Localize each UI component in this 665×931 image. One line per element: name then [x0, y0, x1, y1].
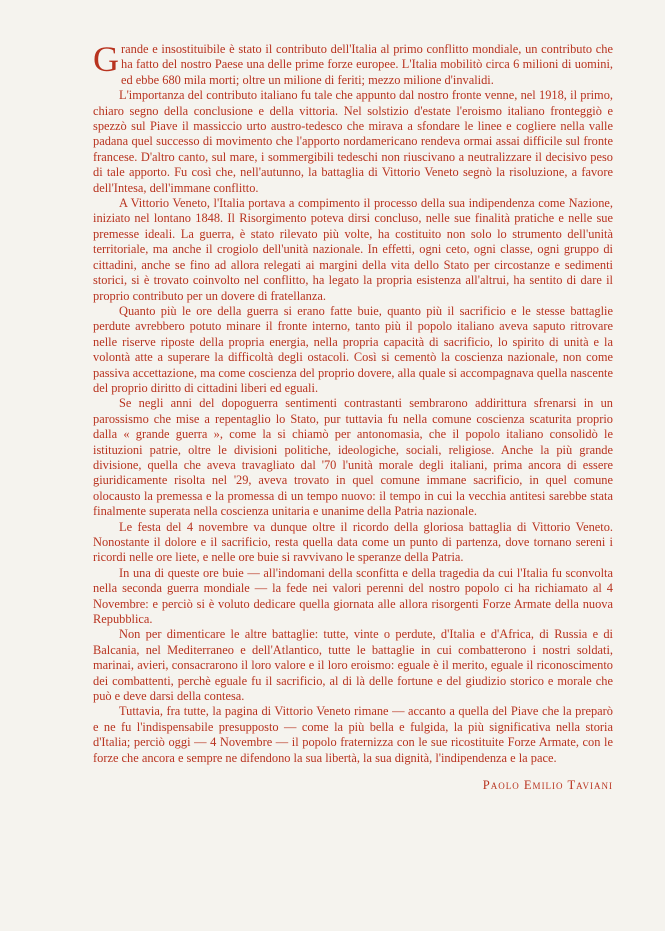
paragraph-2: L'importanza del contributo italiano fu tale che appunto dal nostro fronte venne, nel 1918, il primo, chiaro segno della conclusione e della vittoria. Nel solstizio d'estate l'eroismo italiano fronteggiò e spezzò sul Piave il massiccio urto austro-tedesco che mirava a sfondare le linee e cogliere nella valle padana quel successo di movimento che l'apporto nordamericano rendeva ormai assai difficile sul fronte francese. D'altro canto, sul mare, i sommergibili tedeschi non riuscivano a neutralizzare il decisivo peso di tale apporto. Fu così che, nell'autunno, la battaglia di Vittorio Veneto segnò la risoluzione, a favore dell'Intesa, dell'immane conflitto.: [93, 88, 613, 195]
paragraph-1: [93, 39, 613, 88]
article: [93, 39, 613, 794]
paragraph-1-text: rande e insostituibile è stato il contributo dell'Italia al primo conflitto mondiale, un contributo che ha fatto del nostro Paese una delle prime forze europee. L'Italia mobilitò circa 6 milioni di uomini, ed ebbe 680 mila morti; oltre un milione di feriti; mezzo milione d'invalidi.: [121, 42, 613, 87]
paragraph-4: Quanto più le ore della guerra si erano fatte buie, quanto più il sacrificio e le stesse battaglie perdute avrebbero potuto minare il fronte interno, tanto più il popolo italiano aveva saputo ritrovare nelle riserve riposte della propria energia, nella propria capacità di sacrificio, lo spirito di unità e la volontà atte a superare la difficoltà degli ostacoli. Così si cementò la coscienza nazionale, non come passiva accettazione, ma come coscienza del proprio dovere, alla quale si accompagnava quella nascente del proprio diritto di cittadini liberi ed eguali.: [93, 303, 613, 395]
paragraph-5: Se negli anni del dopoguerra sentimenti contrastanti sembrarono addirittura sfrenarsi in un parossismo che mise a repentaglio lo Stato, pur tuttavia fu nella comune coscienza scaturita proprio dalla « grande guerra », come la si chiamò per antonomasia, che il popolo italiano consolidò le istituzioni patrie, oltre le divisioni politiche, ideologiche, sociali, religiose. Anche la più grande divisione, quella che aveva travagliato dal '70 l'unità morale degli italiani, prima ancora di essere giuridicamente risolta nel '29, aveva trovato in quel comune immane sacrificio, in quel comune olocausto la premessa e la promessa di un tempo nuovo: il tempo in cui la vecchia antitesi sarebbe stata finalmente superata nella coscienza unitaria e unanime della Patria nazionale.: [93, 396, 613, 519]
paragraph-9: Tuttavia, fra tutte, la pagina di Vittorio Veneto rimane — accanto a quella del Piave che la preparò e ne fu l'indispensabile presupposto — come la più bella e fulgida, la più significativa nella storia d'Italia; perciò oggi — 4 Novembre — il popolo fraternizza con le sue ricostituite Forze Armate, con le forze che ancora e sempre ne difendono la sua libertà, la sua dignità, l'indipendenza e la pace.: [93, 704, 613, 765]
author-signature: Paolo Emilio Taviani: [482, 778, 613, 793]
paragraph-7: In una di queste ore buie — all'indomani della sconfitta e della tragedia da cui l'Italia fu sconvolta nella seconda guerra mondiale — la fede nei valori perenni del nostro popolo ci ha richiamato al 4 Novembre: e perciò si è voluto dedicare quella giornata alle allora risorgenti Forze Armate della nuova Repubblica.: [93, 565, 613, 627]
paragraph-8: Non per dimenticare le altre battaglie: tutte, vinte o perdute, d'Italia e d'Africa, di Russia e di Balcania, nel Mediterraneo e dell'Atlantico, tutte le battaglie in cui combatterono i nostri soldati, marinai, avieri, consacrarono il loro valore e il loro eroismo: eguale è il merito, eguale il riconoscimento dei combattenti, perchè eguale fu il sacrificio, al di là delle fortune e del giudizio storico e morale che può e deve darsi della contesa.: [93, 627, 613, 704]
paragraph-6: Le festa del 4 novembre va dunque oltre il ricordo della gloriosa battaglia di Vittorio Veneto. Nonostante il dolore e il sacrificio, resta quella data come un punto di partenza, dove tornano sereni i ricordi nelle ore liete, e nelle ore buie si ravvivano le speranze della Patria.: [93, 519, 613, 565]
paragraph-3: A Vittorio Veneto, l'Italia portava a compimento il processo della sua indipendenza come Nazione, iniziato nel lontano 1848. Il Risorgimento poteva dirsi concluso, nelle sue finalità pratiche e nelle sue premesse ideali. La guerra, è stato rilevato più volte, ha costituito non solo lo strumento dell'unità territoriale, ma anche il crogiolo dell'unità nazionale. In effetti, ogni ceto, ogni classe, ogni gruppo di cittadini, anche se fino ad allora relegati ai margini della vita dello Stato per circostanze e sedimenti storici, si è trovato coinvolto nel conflitto, ha legato la propria esistenza all'altrui, ha sentito di dare il proprio contributo per un dovere di fratellanza.: [93, 196, 613, 303]
drop-cap: G: [93, 39, 119, 79]
